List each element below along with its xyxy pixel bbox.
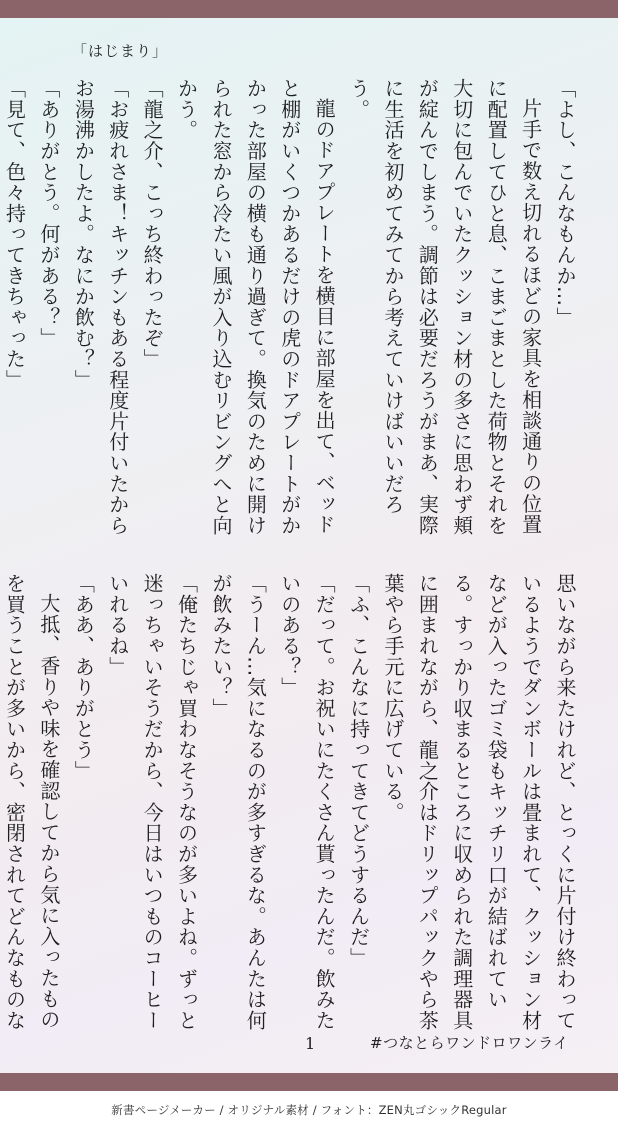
paragraph: 「お疲れさま！キッチンもある程度片付いたからお湯沸かしたよ。なにか飲む？」 (71, 78, 130, 536)
hashtag: #つなとらワンドロワンライ (370, 1034, 569, 1052)
paragraph: 「うーん…気になるのが多すぎるな。あんたは何が飲みたい？」 (208, 573, 268, 1031)
chapter-title: 「はじまり」 (72, 42, 169, 60)
paragraph: 「だって。お祝いにたくさん貰ったんだ。飲みたいのある？」 (277, 573, 337, 1031)
bottom-frame-bar (0, 1073, 618, 1091)
paragraph: 「ふ、こんなに持ってきてどうするんだ」 (346, 573, 371, 969)
page-number: 1 (305, 1034, 316, 1053)
paragraph: 片手で数え切れるほどの家具を相談通りの位置に配置してひと息、こまごまとした荷物とそれを大切に包んでいたクッション材の多さに思わず頬が綻んでしまう。調節は必要だろうがまあ、実際に生活を初めてみてから考えていけばいいだろう。 (346, 78, 543, 536)
upper-text-block (0, 78, 582, 548)
paragraph: 龍のドアプレートを横目に部屋を出て、ベッドと棚がいくつかあるだけの虎のドアプレートがかかった部屋の横も通り過ぎて。換気のために開けられた窓から冷たい風が入り込むリビングへと向かう。 (174, 78, 337, 536)
paragraph: 「俺たちじゃ買わなそうなのが多いよね。ずっと迷っちゃいそうだから、今日はいつものコーヒーいれるね」 (105, 573, 199, 1031)
paragraph: 「見て、色々持ってきちゃった」 (2, 78, 27, 390)
top-frame-bar (0, 0, 618, 18)
paragraph: 「ああ、ありがとう」 (71, 573, 96, 781)
paragraph: 「ありがとう。何がある？」 (36, 78, 61, 349)
paragraph: 「龍之介、こっち終わったぞ」 (140, 78, 165, 370)
paragraph: 大抵、香りや味を確認してから気に入ったものを買うことが多いから、密閉されてどんなものな (2, 573, 61, 1031)
paragraph: 「よし、こんなもんか…」 (553, 78, 577, 328)
paragraph: 思いながら来たけれど、とっくに片付け終わっているようでダンボールは畳まれて、クッション材などが入ったゴミ袋もキッチリ口が結ばれている。すっかり収まるところに収められた調理器具に囲まれながら、龍之介はドリップパックやら茶葉やら手元に広げている。 (380, 573, 577, 1031)
book-page (0, 18, 618, 1073)
lower-text-block (0, 573, 582, 1033)
credit-line: 新書ページメーカー / オリジナル素材 / フォント：ZEN丸ゴシックRegular (111, 1103, 507, 1117)
